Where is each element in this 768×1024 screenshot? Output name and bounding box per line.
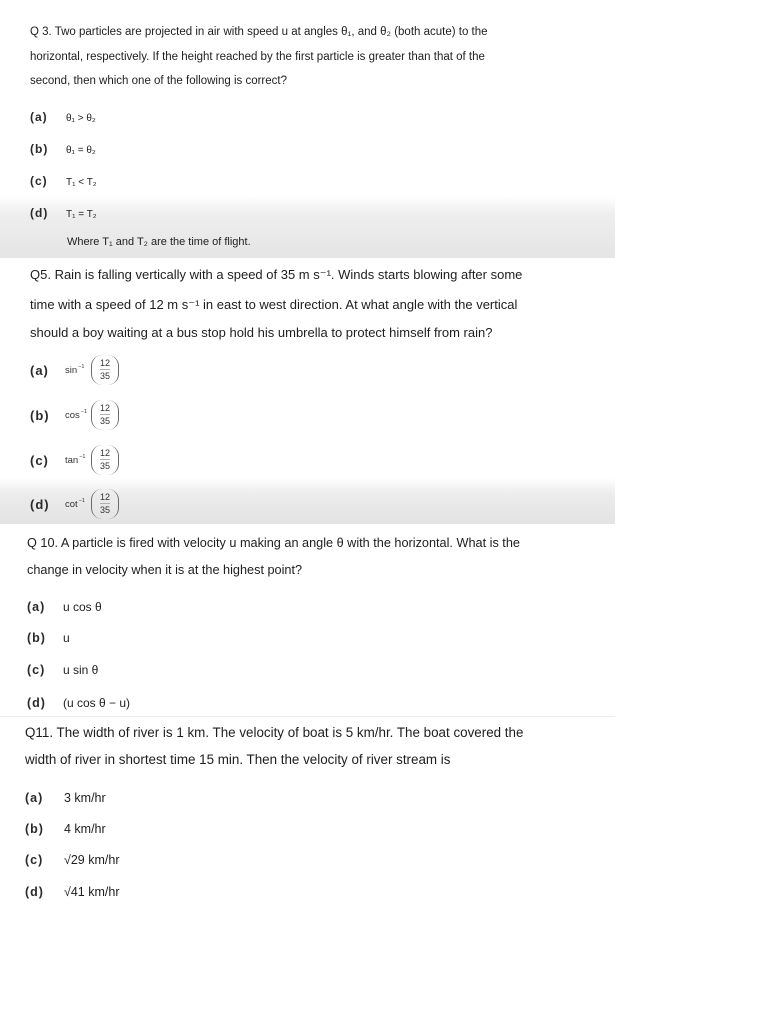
option-label: (c) xyxy=(27,663,46,677)
option-label: (b) xyxy=(25,822,44,836)
option-text: 4 km/hr xyxy=(64,822,106,836)
parentheses xyxy=(91,355,119,385)
option-text: θ₁ = θ₂ xyxy=(66,145,96,156)
option-label: (b) xyxy=(27,631,46,645)
option-label: (d) xyxy=(30,496,50,512)
question-text-line: should a boy waiting at a bus stop hold his umbrella to protect himself from rain? xyxy=(30,325,493,340)
numerator: 12 xyxy=(99,403,110,413)
option-label: (b) xyxy=(30,142,49,156)
fraction xyxy=(100,358,110,382)
option-b xyxy=(30,397,119,433)
question-text-line: width of river in shortest time 15 min. Then the velocity of river stream is xyxy=(25,752,451,767)
divider xyxy=(0,716,615,717)
option-b xyxy=(30,139,96,159)
fraction xyxy=(100,492,110,516)
question-text-line: time with a speed of 12 m s⁻¹ in east to west direction. At what angle with the vertical xyxy=(30,297,518,312)
numerator: 12 xyxy=(99,492,110,502)
option-a xyxy=(25,788,106,808)
question-text-line: Q5. Rain is falling vertically with a speed of 35 m s⁻¹. Winds starts blowing after some xyxy=(30,267,523,282)
option-label: (a) xyxy=(30,362,49,378)
option-text: T₁ = T₂ xyxy=(66,209,97,220)
denominator: 35 xyxy=(99,416,110,426)
option-c xyxy=(30,171,97,191)
option-a xyxy=(27,597,102,617)
option-c xyxy=(27,660,98,680)
option-a xyxy=(30,107,96,127)
option-text: T₁ < T₂ xyxy=(66,177,97,188)
option-label: (c) xyxy=(25,853,44,867)
function-text: cot xyxy=(65,499,78,510)
question-text-line: second, then which one of the following is correct? xyxy=(30,75,287,87)
option-label: (c) xyxy=(30,174,48,188)
option-text: u cos θ xyxy=(63,600,102,614)
option-text: √41 km/hr xyxy=(64,885,120,899)
function-text: cos xyxy=(65,410,80,421)
option-a xyxy=(30,352,119,388)
function-exponent: −1 xyxy=(80,409,88,415)
option-label: (d) xyxy=(30,206,49,220)
option-text: u xyxy=(63,631,70,645)
parentheses xyxy=(91,445,119,475)
option-text: √29 km/hr xyxy=(64,853,120,867)
denominator: 35 xyxy=(99,461,110,471)
option-d xyxy=(30,486,119,522)
option-text: u sin θ xyxy=(63,663,99,677)
numerator: 12 xyxy=(99,358,110,368)
option-label: (b) xyxy=(30,407,50,423)
fraction xyxy=(100,448,110,472)
option-text: 3 km/hr xyxy=(64,791,106,805)
option-label: (c) xyxy=(30,452,49,468)
function-name xyxy=(65,409,91,421)
option-b xyxy=(27,628,70,648)
option-d xyxy=(27,693,130,713)
question-note: Where T₁ and T₂ are the time of flight. xyxy=(67,236,251,248)
parentheses xyxy=(91,400,119,430)
function-name xyxy=(65,498,91,510)
function-text: tan xyxy=(65,455,79,466)
question-text-line: Q11. The width of river is 1 km. The velocity of boat is 5 km/hr. The boat covered the xyxy=(25,725,524,740)
question-text-line: horizontal, respectively. If the height reached by the first particle is greater than that of the xyxy=(30,51,485,63)
option-label: (d) xyxy=(27,696,46,710)
option-b xyxy=(25,819,106,839)
question-text-line: Q 3. Two particles are projected in air with speed u at angles θ₁, and θ₂ (both acute) to the xyxy=(30,26,488,38)
denominator: 35 xyxy=(99,505,110,515)
question-text-line: change in velocity when it is at the highest point? xyxy=(27,563,303,577)
function-name xyxy=(65,364,91,376)
option-d xyxy=(25,882,120,902)
option-label: (d) xyxy=(25,885,44,899)
numerator: 12 xyxy=(99,448,110,458)
option-label: (a) xyxy=(30,110,48,124)
function-name xyxy=(65,454,91,466)
function-exponent: −1 xyxy=(78,498,85,504)
function-exponent: −1 xyxy=(79,454,86,460)
option-c xyxy=(25,850,120,870)
question-text-line: Q 10. A particle is fired with velocity u making an angle θ with the horizontal. What is the xyxy=(27,536,520,550)
parentheses xyxy=(91,489,119,519)
denominator: 35 xyxy=(99,371,110,381)
option-d xyxy=(30,203,97,223)
option-label: (a) xyxy=(27,600,46,614)
function-text: sin xyxy=(65,365,78,376)
function-exponent: −1 xyxy=(78,364,85,370)
option-c xyxy=(30,442,119,478)
fraction xyxy=(100,403,110,427)
option-text: (u cos θ − u) xyxy=(63,696,131,710)
option-text: θ₁ > θ₂ xyxy=(66,113,96,124)
option-label: (a) xyxy=(25,791,44,805)
